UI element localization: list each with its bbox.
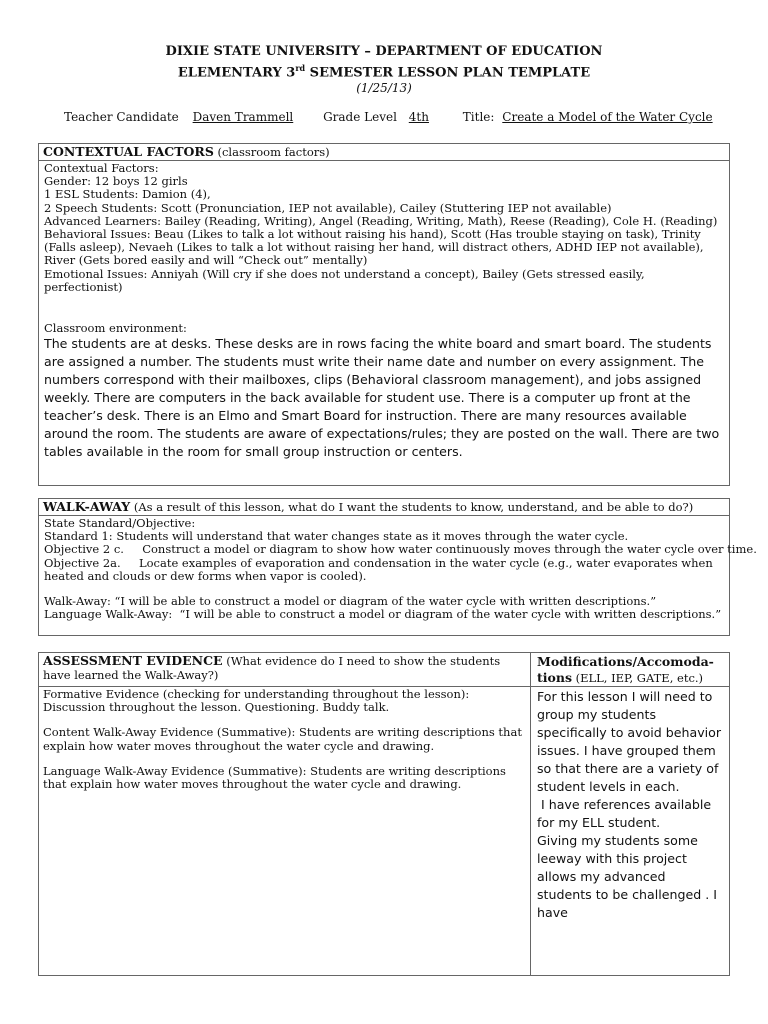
formative-evidence: Formative Evidence (checking for understanding throughout the lesson): Discussion throughout the lesson. Questioning. Buddy talk. — [43, 687, 470, 715]
contextual-line: Contextual Factors: — [44, 161, 159, 175]
grade-label: Grade Level — [323, 110, 397, 124]
walk-away-heading: WALK-AWAY (As a result of this lesson, what do I want the students to know, understand, and be able to do?) — [39, 499, 729, 516]
walk-away-statement: Walk-Away: “I will be able to construct a model or diagram of the water cycle with written descriptions.” — [44, 594, 657, 609]
university-title: DIXIE STATE UNIVERSITY – DEPARTMENT OF EDUCATION — [165, 44, 603, 59]
walk-away-section — [38, 498, 757, 636]
assessment-heading: ASSESSMENT EVIDENCE (What evidence do I need to show the students have learned the Walk-Away?) — [39, 653, 531, 687]
walk-away-body — [39, 516, 757, 622]
lesson-info-row — [64, 110, 744, 124]
lesson-title: Create a Model of the Water Cycle — [502, 110, 713, 124]
teacher-name: Daven Trammell — [192, 110, 294, 124]
template-date: (1/25/13) — [356, 81, 412, 96]
walk-away-line: Objective 2a. Locate examples of evaporation and condensation in the water cycle (e.g., water evaporates when heated and clouds or dew forms when vapor is cooled). — [44, 555, 717, 583]
contextual-line: 2 Speech Students: Scott (Pronunciation, IEP not available), Cailey (Stuttering IEP not available) — [44, 200, 612, 215]
grade-value: 4th — [408, 110, 429, 124]
teacher-label: Teacher Candidate — [64, 110, 179, 124]
contextual-line: Gender: 12 boys 12 girls — [44, 174, 188, 189]
assessment-evidence-body — [39, 687, 531, 975]
language-evidence: Language Walk-Away Evidence (Summative): Students are writing descriptions that explain how water moves throughout the water cycle and drawing. — [43, 763, 506, 792]
document-header — [0, 44, 768, 96]
walk-away-line: Objective 2 c. Construct a model or diagram to show how water continuously moves through the water cycle over time. — [44, 542, 757, 557]
contextual-line: Emotional Issues: Anniyah (Will cry if she does not understand a concept), Bailey (Gets stressed easily, perfectionist) — [44, 266, 645, 294]
environment-text: The students are at desks. These desks are in rows facing the white board and smart board. The students are assigned a number. The students must write their name date and number on every assignment. The numbers correspond with their mailboxes, clips (Behavioral classroom management), and jobs assigned weekly. There are computers in the back available for student use. There is a computer up front at the teacher’s desk. There is an Elmo and Smart Board for instruction. There are many resources available around the room. The students are aware of expectations/rules; they are posted on the wall. There are two tables available in the room for small group instruction or centers. — [44, 336, 720, 460]
language-walk-away-statement: Language Walk-Away: “I will be able to construct a model or diagram of the water cycle with written descriptions.” — [44, 607, 722, 622]
walk-away-line: Standard 1: Students will understand that water changes state as it moves through the water cycle. — [44, 529, 629, 544]
environment-label: Classroom environment: — [44, 321, 187, 336]
assessment-evidence-table — [38, 652, 730, 976]
modification-line: For this lesson I will need to group my students specifically to avoid behavior issues. I have grouped them so that there are a variety of student levels in each. — [537, 689, 722, 794]
contextual-factors-heading: CONTEXTUAL FACTORS (classroom factors) — [39, 144, 729, 161]
modification-line: Giving my students some leeway with this project allows my advanced students to be challenged . I have — [537, 833, 717, 920]
contextual-line: Advanced Learners: Bailey (Reading, Writing), Angel (Reading, Writing, Math), Reese (Reading), Cole H. (Reading) — [44, 213, 718, 228]
modifications-heading: Modifications/Accomoda-tions (ELL, IEP, GATE, etc.) — [531, 653, 729, 687]
modifications-body — [531, 687, 729, 975]
contextual-factors-body — [39, 161, 729, 462]
template-title: ELEMENTARY 3rd SEMESTER LESSON PLAN TEMPLATE — [177, 63, 591, 81]
contextual-factors-section — [38, 143, 730, 486]
modification-line: I have references available for my ELL student. — [537, 797, 716, 830]
contextual-line: 1 ESL Students: Damion (4), — [44, 187, 211, 202]
contextual-line: Behavioral Issues: Beau (Likes to talk a lot without raising his hand), Scott (Has trouble staying on task), Trinity (Falls asleep), Nevaeh (Likes to talk a lot without raising her hand, will distract others, ADHD IEP not available), River (Gets bored easily and will “Check out” mentally) — [44, 227, 704, 268]
walk-away-line: State Standard/Objective: — [44, 516, 196, 530]
title-label: Title: — [462, 110, 495, 124]
content-evidence: Content Walk-Away Evidence (Summative): Students are writing descriptions that explain how water moves throughout the water cycle and drawing. — [43, 725, 522, 753]
